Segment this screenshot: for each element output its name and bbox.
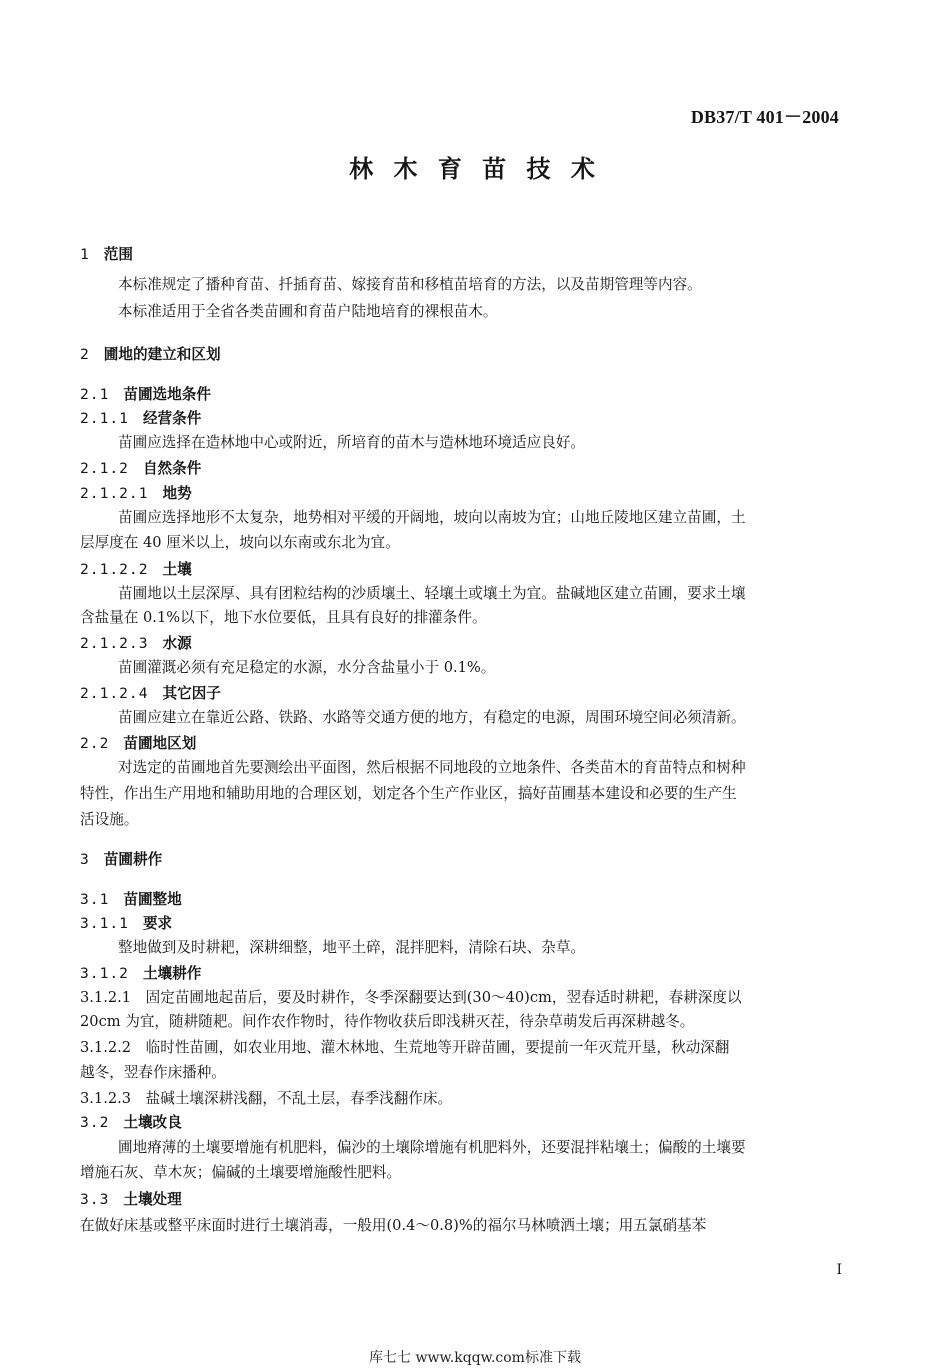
section-number: 2.2 bbox=[80, 735, 110, 752]
section-title: 苗圃整地 bbox=[123, 891, 182, 908]
section-number: 3.3 bbox=[80, 1191, 110, 1208]
paragraph-line: 20cm 为宜，随耕随耙。间作农作物时，待作物收获后即浅耕灭茬，待杂草萌发后再深耕越冬。 bbox=[80, 1013, 695, 1030]
paragraph-line: 活设施。 bbox=[80, 811, 139, 828]
section-heading bbox=[80, 914, 172, 934]
section-number: 1 bbox=[80, 246, 90, 263]
section-title: 苗圃选地条件 bbox=[123, 386, 211, 403]
paragraph-line: 苗圃地以土层深厚、具有团粒结构的沙质壤土、轻壤土或壤土为宜。盐碱地区建立苗圃，要求土壤 bbox=[118, 585, 746, 602]
section-title: 圃地的建立和区划 bbox=[103, 346, 221, 363]
paragraph-line: 特性，作出生产用地和辅助用地的合理区划，划定各个生产作业区，搞好苗圃基本建设和必要的生产生 bbox=[80, 785, 737, 802]
section-heading bbox=[80, 345, 221, 365]
section-title: 其它因子 bbox=[162, 685, 221, 702]
section-title: 地势 bbox=[162, 485, 192, 502]
paragraph-line: 本标准适用于全省各类苗圃和育苗户陆地培育的裸根苗木。 bbox=[118, 303, 498, 320]
section-heading bbox=[80, 734, 196, 754]
section-number: 3.1.1 bbox=[80, 915, 129, 932]
paragraph-line: 苗圃灌溉必须有充足稳定的水源，水分含盐量小于 0.1%。 bbox=[118, 659, 496, 676]
section-title: 土壤改良 bbox=[123, 1114, 182, 1131]
paragraph-line: 3.1.2.3 盐碱土壤深耕浅翻，不乱土层，春季浅翻作床。 bbox=[80, 1090, 453, 1107]
section-number: 2.1.2.2 bbox=[80, 561, 149, 578]
section-heading bbox=[80, 850, 162, 870]
section-number: 2 bbox=[80, 346, 90, 363]
section-title: 经营条件 bbox=[142, 410, 202, 427]
paragraph-line: 整地做到及时耕耙，深耕细整，地平土碎，混拌肥料，清除石块、杂草。 bbox=[118, 939, 586, 956]
section-title: 水源 bbox=[162, 635, 192, 652]
section-title: 土壤 bbox=[162, 561, 192, 578]
paragraph-line: 含盐量在 0.1%以下，地下水位要低，且具有良好的排灌条件。 bbox=[80, 609, 487, 626]
section-title: 土壤耕作 bbox=[142, 965, 202, 982]
paragraph-line: 3.1.2.1 固定苗圃地起苗后，要及时耕作，冬季深翻要达到(30～40)cm，翌春适时耕耙，春耕深度以 bbox=[80, 989, 742, 1006]
section-heading bbox=[80, 409, 201, 429]
paragraph-line: 苗圃应选择地形不太复杂，地势相对平缓的开阔地，坡向以南坡为宜；山地丘陵地区建立苗圃，土 bbox=[118, 509, 746, 526]
section-title: 要求 bbox=[142, 915, 173, 932]
section-number: 2.1 bbox=[80, 386, 110, 403]
paragraph-line: 苗圃应建立在靠近公路、铁路、水路等交通方便的地方，有稳定的电源，周围环境空间必须清新。 bbox=[118, 709, 746, 726]
paragraph-line: 圃地瘠薄的土壤要增施有机肥料，偏沙的土壤除增施有机肥料外，还要混拌粘壤土；偏酸的土壤要 bbox=[118, 1139, 746, 1156]
section-heading bbox=[80, 245, 133, 265]
section-number: 2.1.1 bbox=[80, 410, 129, 427]
standard-code: DB37/T 401－2004 bbox=[690, 107, 839, 127]
document-title: 林 木 育 苗 技 术 bbox=[349, 155, 601, 183]
section-heading bbox=[80, 459, 201, 479]
section-number: 2.1.2.3 bbox=[80, 635, 149, 652]
watermark-footer: 库七七 www.kqqw.com标准下载 bbox=[369, 1350, 581, 1366]
paragraph-line: 苗圃应选择在造林地中心或附近，所培育的苗木与造林地环境适应良好。 bbox=[118, 434, 586, 451]
section-heading bbox=[80, 560, 192, 580]
paragraph-line: 增施石灰、草木灰；偏碱的土壤要增施酸性肥料。 bbox=[80, 1164, 402, 1181]
paragraph-line: 本标准规定了播种育苗、扦插育苗、嫁接育苗和移植苗培育的方法，以及苗期管理等内容。 bbox=[118, 276, 702, 293]
section-heading bbox=[80, 1113, 182, 1133]
section-number: 3.2 bbox=[80, 1114, 110, 1131]
section-title: 土壤处理 bbox=[123, 1191, 182, 1208]
section-number: 3.1.2 bbox=[80, 965, 129, 982]
paragraph-line: 层厚度在 40 厘米以上，坡向以东南或东北为宜。 bbox=[80, 534, 400, 551]
page-number: I bbox=[836, 1262, 842, 1278]
section-title: 范围 bbox=[103, 246, 133, 263]
section-heading bbox=[80, 1190, 182, 1210]
section-heading bbox=[80, 385, 211, 405]
section-heading bbox=[80, 484, 192, 504]
section-heading bbox=[80, 684, 221, 704]
paragraph-line: 3.1.2.2 临时性苗圃，如农业用地、灌木林地、生荒地等开辟苗圃，要提前一年灭荒开垦，秋动深翻 bbox=[80, 1039, 730, 1056]
paragraph-line: 越冬，翌春作床播种。 bbox=[80, 1064, 226, 1081]
section-number: 2.1.2.1 bbox=[80, 485, 149, 502]
section-number: 2.1.2 bbox=[80, 460, 129, 477]
section-title: 自然条件 bbox=[142, 460, 202, 477]
section-heading bbox=[80, 634, 192, 654]
section-number: 3 bbox=[80, 851, 90, 868]
section-number: 3.1 bbox=[80, 891, 110, 908]
section-heading bbox=[80, 890, 182, 910]
paragraph-line: 对选定的苗圃地首先要测绘出平面图，然后根据不同地段的立地条件、各类苗木的育苗特点和树种 bbox=[118, 759, 746, 776]
section-title: 苗圃地区划 bbox=[123, 735, 197, 752]
section-title: 苗圃耕作 bbox=[103, 851, 163, 868]
section-number: 2.1.2.4 bbox=[80, 685, 149, 702]
paragraph-line: 在做好床基或整平床面时进行土壤消毒，一般用(0.4～0.8)%的福尔马林喷洒土壤；用五氯硝基苯 bbox=[80, 1217, 707, 1234]
section-heading bbox=[80, 964, 201, 984]
